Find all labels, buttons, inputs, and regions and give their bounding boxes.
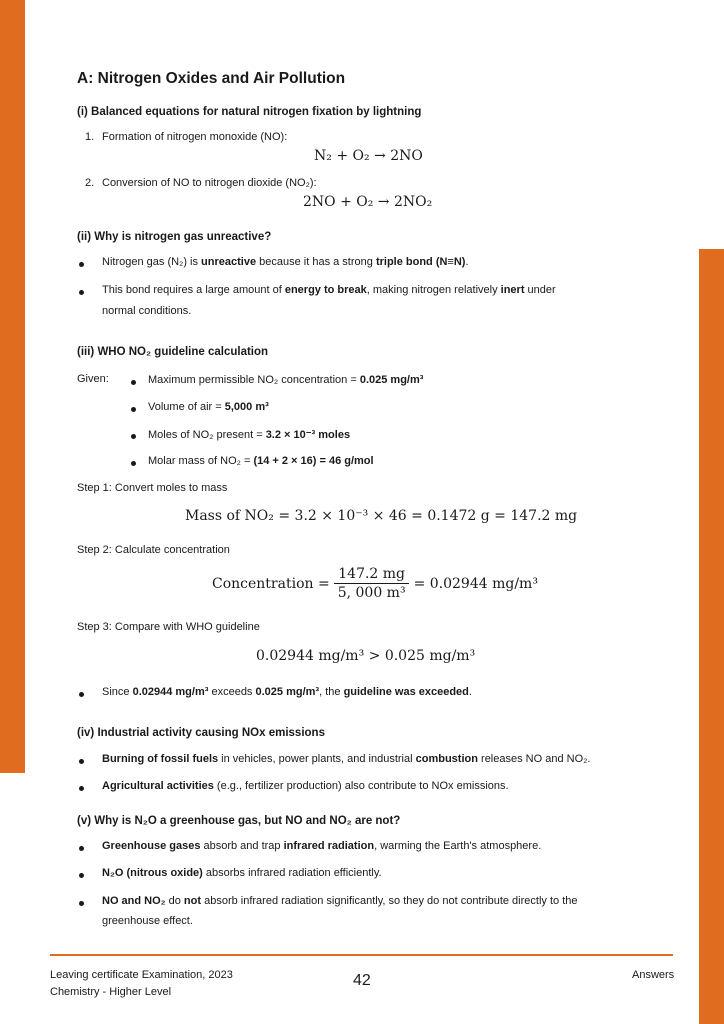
bullet-dot bbox=[131, 380, 136, 385]
given-label: Given: bbox=[77, 373, 109, 385]
bullet-dot bbox=[79, 901, 84, 906]
equation-1: N₂ + O₂ → 2NO bbox=[314, 148, 423, 164]
footer-exam-title: Leaving certificate Examination, 2023 bbox=[50, 969, 233, 981]
given-item: Volume of air = 5,000 m³ bbox=[148, 401, 269, 413]
bullet-text: This bond requires a large amount of energy to break, making nitrogen relatively inert under bbox=[102, 284, 556, 296]
question-v-heading: (v) Why is N₂O a greenhouse gas, but NO and NO₂ are not? bbox=[77, 815, 401, 827]
bullet-text: Agricultural activities (e.g., fertilizer production) also contribute to NOx emissions. bbox=[102, 780, 509, 792]
bullet-dot bbox=[131, 461, 136, 466]
bullet-text: Nitrogen gas (N₂) is unreactive because it has a strong triple bond (N≡N). bbox=[102, 256, 469, 268]
footer-subject: Chemistry - Higher Level bbox=[50, 986, 172, 998]
fraction: $\frac{147.2 mg}{\text{5, 000 m³}}$ bbox=[334, 566, 410, 601]
item-number: 2. bbox=[85, 177, 95, 189]
item-number: 1. bbox=[85, 131, 95, 143]
step-1-label: Step 1: Convert moles to mass bbox=[77, 482, 228, 494]
footer-answers-label: Answers bbox=[632, 969, 675, 981]
bullet-dot bbox=[79, 786, 84, 791]
page-number: 42 bbox=[353, 972, 371, 989]
equation-comparison: 0.02944 mg/m³ > 0.025 mg/m³ bbox=[256, 648, 476, 664]
left-accent-bar bbox=[0, 0, 25, 773]
question-ii-heading: (ii) Why is nitrogen gas unreactive? bbox=[77, 231, 272, 243]
equation-mass: Mass of NO₂ = 3.2 × 10⁻³ × 46 = 0.1472 g = 147.2 mg bbox=[185, 508, 578, 524]
question-i-heading: (i) Balanced equations for natural nitrogen fixation by lightning bbox=[77, 106, 422, 118]
bullet-text: Greenhouse gases absorb and trap infrared radiation, warming the Earth's atmosphere. bbox=[102, 840, 542, 852]
bullet-text: Burning of fossil fuels in vehicles, power plants, and industrial combustion releases NO and NO₂. bbox=[102, 753, 591, 765]
bullet-dot bbox=[79, 759, 84, 764]
given-item: Maximum permissible NO₂ concentration = 0.025 mg/m³ bbox=[148, 374, 424, 386]
right-accent-bar bbox=[699, 249, 724, 1024]
bullet-text-continued: greenhouse effect. bbox=[102, 915, 193, 927]
step-2-label: Step 2: Calculate concentration bbox=[77, 544, 230, 556]
bullet-dot bbox=[131, 434, 136, 439]
conclusion-text: Since 0.02944 mg/m³ exceeds 0.025 mg/m³, the guideline was exceeded. bbox=[102, 686, 472, 698]
step-3-label: Step 3: Compare with WHO guideline bbox=[77, 621, 260, 633]
equation-2: 2NO + O₂ → 2NO₂ bbox=[303, 194, 433, 210]
equation-concentration: Concentration = $\frac{147.2 mg}{\text{5, 000 m³}}$ = 0.02944 mg/m³ bbox=[212, 566, 538, 601]
bullet-dot bbox=[79, 846, 84, 851]
question-iv-heading: (iv) Industrial activity causing NOx emissions bbox=[77, 727, 325, 739]
bullet-text-continued: normal conditions. bbox=[102, 305, 192, 317]
given-item: Molar mass of NO₂ = (14 + 2 × 16) = 46 g/mol bbox=[148, 455, 374, 467]
question-iii-heading: (iii) WHO NO₂ guideline calculation bbox=[77, 346, 269, 358]
bullet-dot bbox=[131, 407, 136, 412]
bullet-dot bbox=[79, 262, 84, 267]
bullet-text: NO and NO₂ do not absorb infrared radiation significantly, so they do not contribute directly to the bbox=[102, 895, 578, 907]
item-label: Formation of nitrogen monoxide (NO): bbox=[102, 131, 288, 143]
bullet-text: N₂O (nitrous oxide) absorbs infrared radiation efficiently. bbox=[102, 867, 382, 879]
bullet-dot bbox=[79, 692, 84, 697]
given-item: Moles of NO₂ present = 3.2 × 10⁻³ moles bbox=[148, 429, 351, 441]
section-title: A: Nitrogen Oxides and Air Pollution bbox=[77, 70, 346, 87]
footer-divider bbox=[50, 954, 673, 956]
item-label: Conversion of NO to nitrogen dioxide (NO₂): bbox=[102, 177, 317, 189]
bullet-dot bbox=[79, 290, 84, 295]
bullet-dot bbox=[79, 873, 84, 878]
